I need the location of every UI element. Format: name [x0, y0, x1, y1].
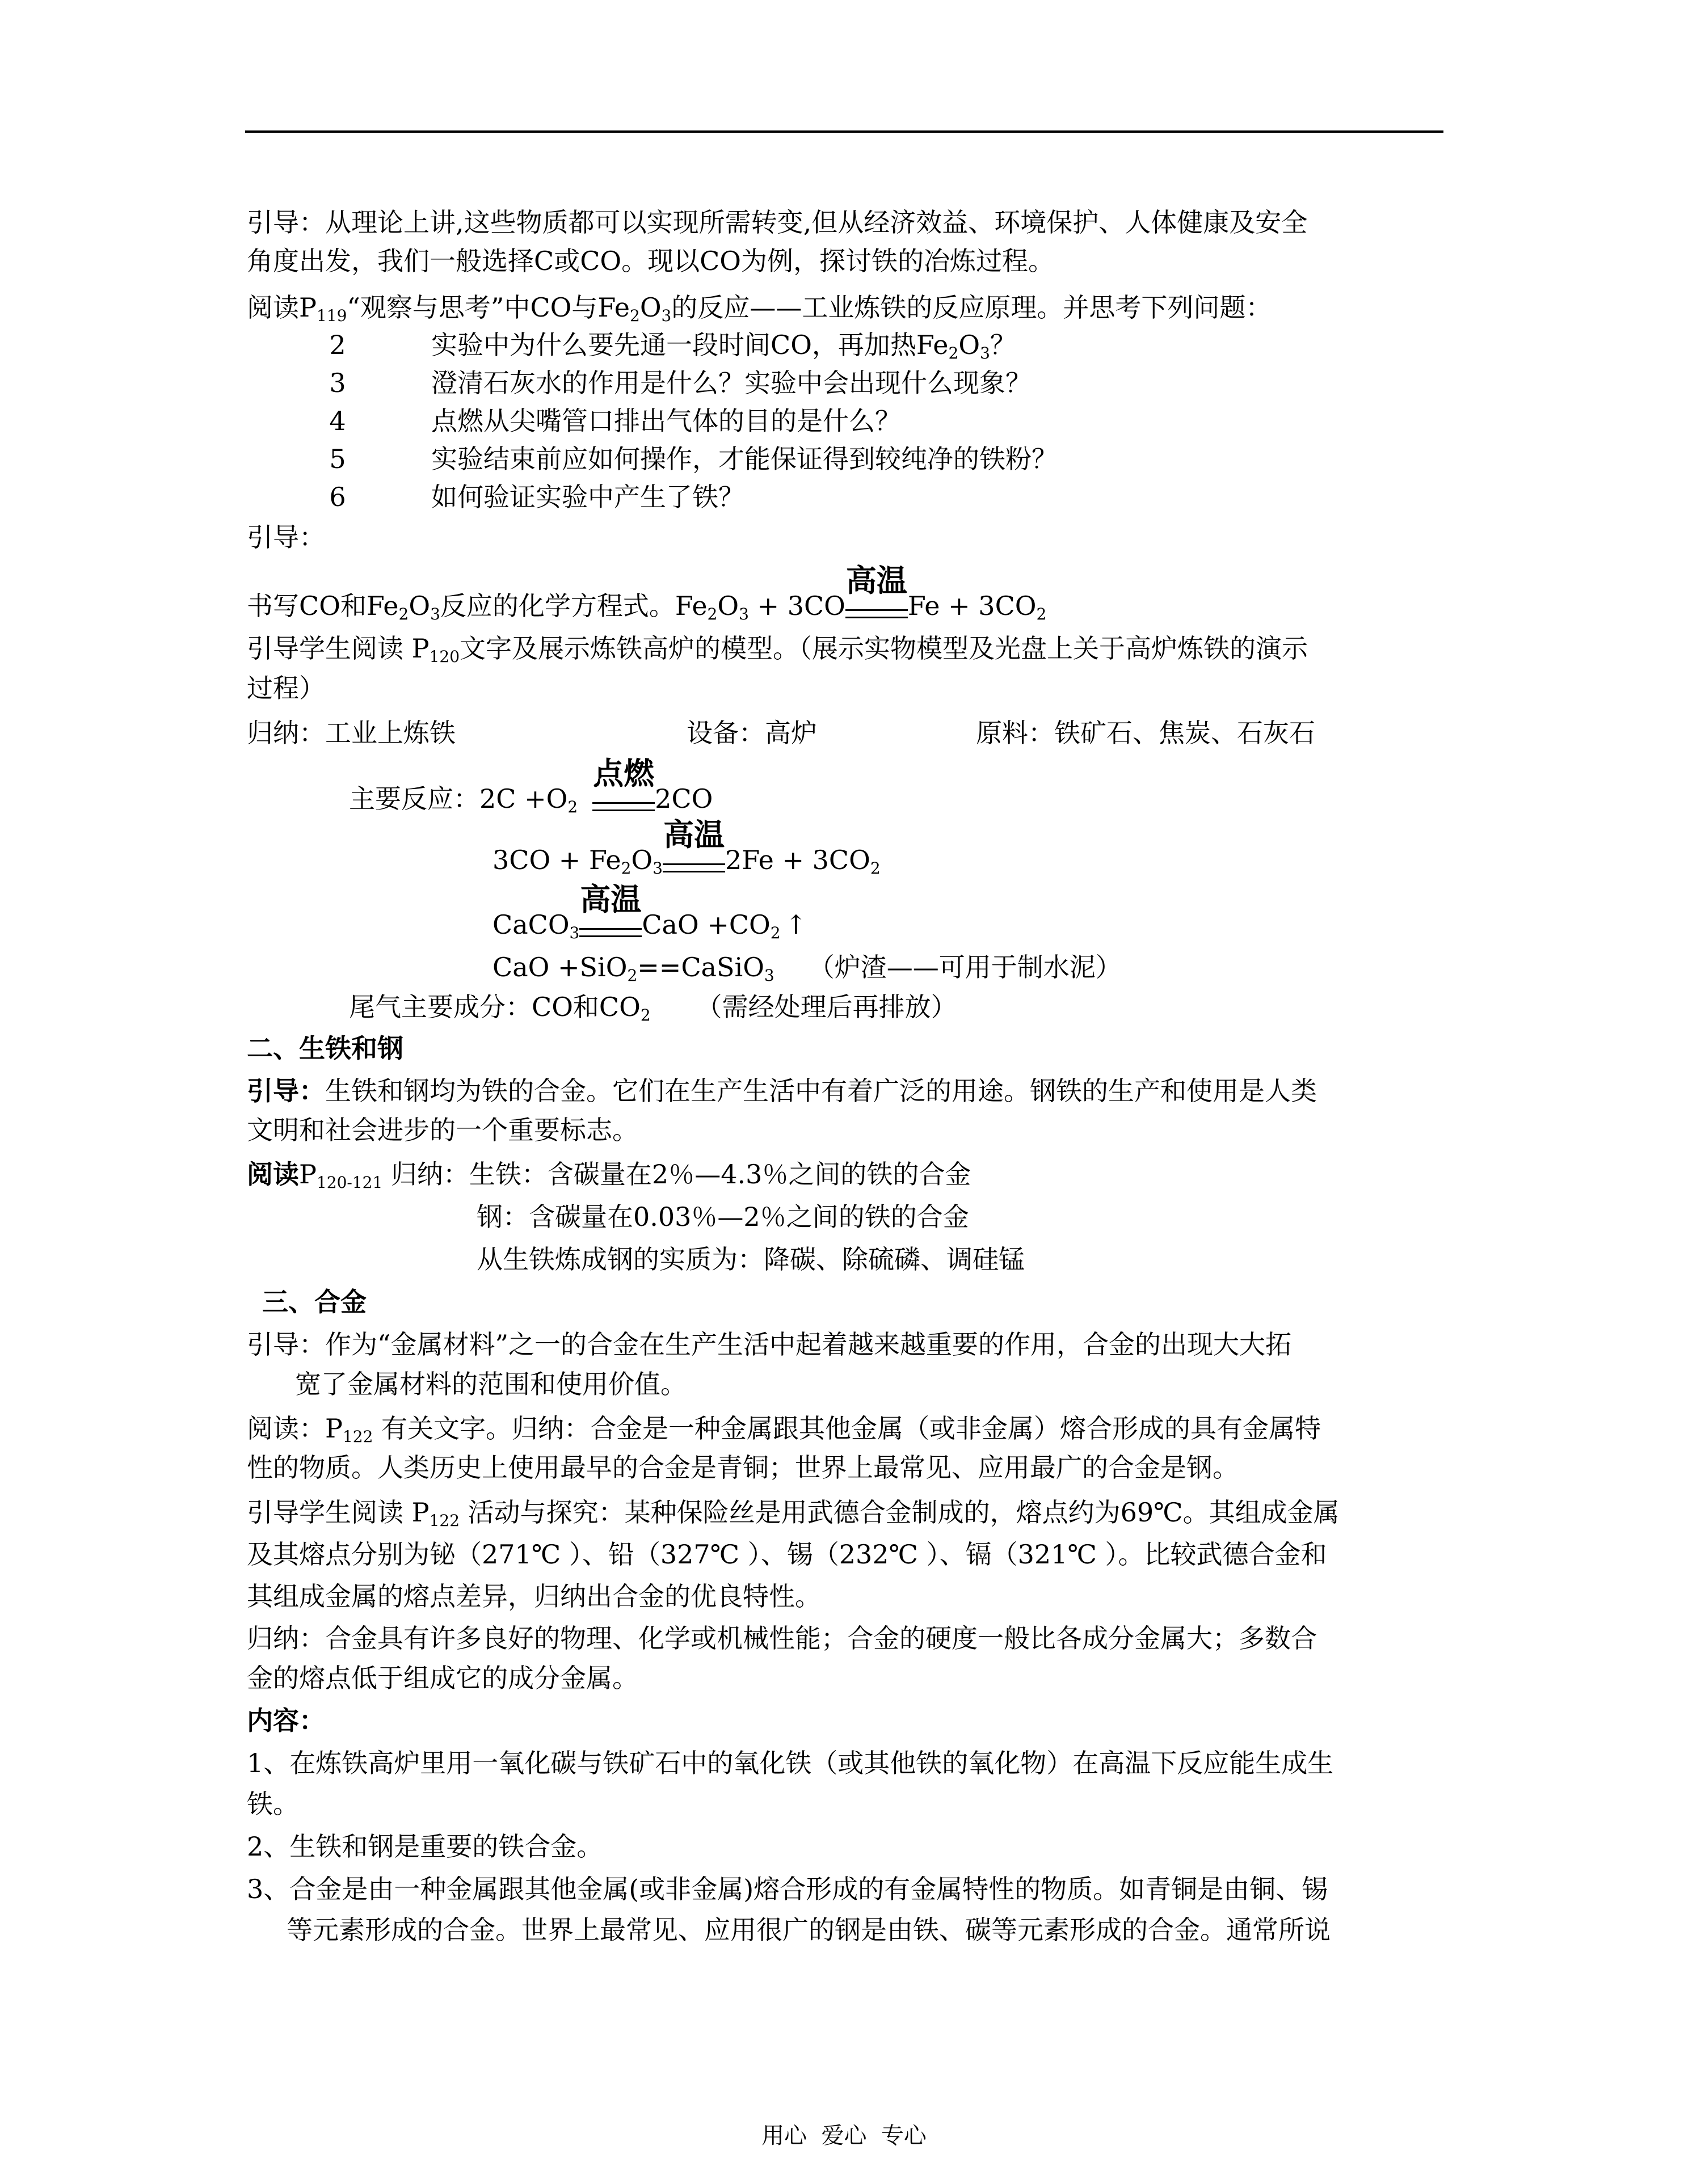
text-line-reading: 阅读$P_{119}“$观察与思考”中CO与$Fe_2O_3$的反应——工业炼铁的反应原理。并思考下列问题：	[247, 292, 1272, 325]
summary-line: 归纳：工业上炼铁	[247, 718, 456, 748]
text-line: 其组成金属的熔点差异，归纳出合金的优良特性。	[247, 1581, 821, 1612]
section-heading: 二、生铁和钢	[247, 1033, 403, 1064]
question-item: 5 实验结束前应如何操作，才能保证得到较纯净的铁粉？	[295, 442, 1058, 476]
text-line: 文明和社会进步的一个重要标志。	[247, 1115, 638, 1145]
text-line: 引导：作为“金属材料”之一的合金在生产生活中起着越来越重要的作用，合金的出现大大拓	[247, 1329, 1292, 1360]
text-line: 金的熔点低于组成它的成分金属。	[247, 1663, 638, 1693]
header-rule	[245, 130, 1443, 133]
list-item: 1、在炼铁高炉里用一氧化碳与铁矿石中的氧化铁（或其他铁的氧化物）在高温下反应能生成生	[247, 1748, 1334, 1778]
section-heading: 内容：	[247, 1705, 325, 1736]
equation-line: CaO +SiO$_2$==CaSiO$_3$ （炉渣——可用于制水泥）	[492, 952, 1122, 985]
section-heading: 三、合金	[262, 1287, 367, 1317]
text-line: 引导：从理论上讲,这些物质都可以实现所需转变,但从经济效益、环境保护、人体健康及安全	[247, 207, 1308, 238]
question-item: 3 澄清石灰水的作用是什么？实验中会出现什么现象？	[295, 366, 1032, 400]
question-number: 5	[329, 444, 346, 474]
text-line: 宽了金属材料的范围和使用价值。	[295, 1369, 687, 1399]
page-footer: 用心 爱心 专心	[761, 2123, 927, 2149]
reaction-condition: 高温	[579, 928, 642, 942]
text-line: 角度出发，我们一般选择C或CO。现以CO为例，探讨铁的冶炼过程。	[247, 246, 1055, 276]
list-item: 铁。	[247, 1789, 299, 1819]
text-line: 及其熔点分别为铋（271℃ ）、铅（327℃ ）、锡（232℃ ）、镉（321℃ ）。比较武德合金和	[247, 1539, 1327, 1570]
list-item: 2、生铁和钢是重要的铁合金。	[247, 1831, 603, 1862]
question-number: 6	[329, 482, 346, 512]
text-line: 阅读：$P_{122}$ 有关文字。归纳：合金是一种金属跟其他金属（或非金属）熔合形成的具有金属特	[247, 1413, 1321, 1446]
equation-line: CaCO$_3$ 高温 CaO $+CO_2$ ↑	[492, 882, 807, 942]
text-line: 阅读$P_{120-121}$ 归纳：生铁：含碳量在2％—4.3％之间的铁的合金	[247, 1159, 971, 1192]
text-line: 引导：	[247, 522, 325, 553]
equipment-label: 设备：高炉	[687, 718, 817, 748]
text-line: 钢：含碳量在0.03％—2％之间的铁的合金	[477, 1201, 969, 1232]
text-line: 引导学生阅读 $P_{122}$ 活动与探究：某种保险丝是用武德合金制成的，熔点约为69℃。其组成金属	[247, 1497, 1340, 1530]
question-number: 4	[329, 406, 346, 436]
reaction-condition: 点燃	[592, 802, 655, 816]
reaction-condition: 高温	[845, 609, 908, 623]
equation-line: 书写CO和$Fe_2O_3$反应的化学方程式。$Fe_2O_3 + 3CO$ 高温 $Fe + 3CO_2$	[247, 563, 1047, 623]
equation-line: 主要反应：$2C +O_2$ 点燃 2CO	[349, 756, 713, 816]
question-item: 6 如何验证实验中产生了铁？	[295, 480, 744, 514]
text-line: 尾气主要成分：CO和$CO_2$ （需经处理后再排放）	[349, 992, 957, 1024]
text-line: 性的物质。人类历史上使用最早的合金是青铜；世界上最常见、应用最广的合金是钢。	[247, 1452, 1239, 1483]
question-item: 4 点燃从尖嘴管口排出气体的目的是什么？	[295, 404, 901, 438]
text-line: 引导学生阅读 $P_{120}$文字及展示炼铁高炉的模型。（展示实物模型及光盘上关于高炉炼铁的演示	[247, 633, 1308, 666]
question-number: 3	[329, 368, 346, 398]
text-line: 归纳：合金具有许多良好的物理、化学或机械性能；合金的硬度一般比各成分金属大；多数合	[247, 1623, 1317, 1654]
text-line: 过程）	[247, 673, 325, 703]
arrow-up-icon: ↑	[785, 909, 807, 940]
equation-line: $3CO + Fe_2O_3$ 高温 $2Fe + 3CO_2$	[492, 817, 881, 878]
question-number: 2	[329, 330, 346, 360]
text-line: 引导：生铁和钢均为铁的合金。它们在生产生活中有着广泛的用途。钢铁的生产和使用是人类	[247, 1076, 1317, 1106]
list-item: 等元素形成的合金。世界上最常见、应用很广的钢是由铁、碳等元素形成的合金。通常所说	[287, 1915, 1331, 1945]
question-item: 2 实验中为什么要先通一段时间CO，再加热$Fe_2O_3$？	[295, 328, 1016, 362]
materials-label: 原料：铁矿石、焦炭、石灰石	[976, 718, 1315, 748]
list-item: 3、合金是由一种金属跟其他金属(或非金属)熔合形成的有金属特性的物质。如青铜是由铜、锡	[247, 1874, 1328, 1904]
reaction-condition: 高温	[663, 863, 725, 877]
text-line: 从生铁炼成钢的实质为：降碳、除硫磷、调硅锰	[477, 1244, 1025, 1275]
